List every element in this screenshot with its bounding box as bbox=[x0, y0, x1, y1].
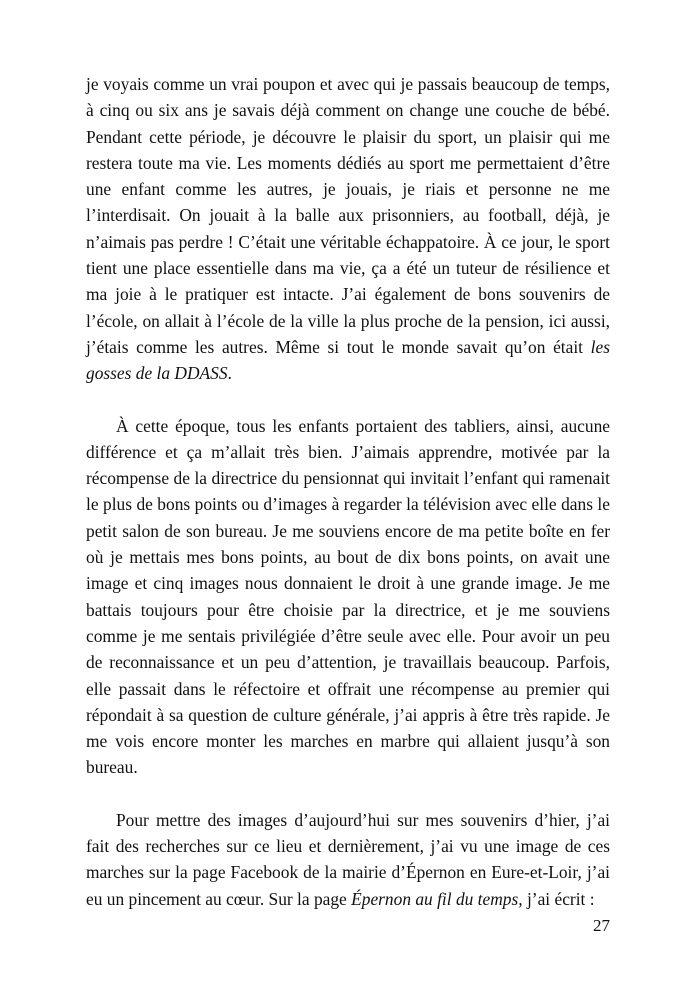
paragraph-1-text: je voyais comme un vrai poupon et avec qui je passais beaucoup de temps, à cinq ou six ans je savais déjà comment on change une couche de bébé. Pendant cette période, je découvre le plaisir du sport, un plaisir qui me restera toute ma vie. Les moments dédiés au sport me permettaient d’être une enfant comme les autres, je jouais, je riais et personne ne me l’interdisait. On jouait à la balle aux prisonniers, au football, déjà, je n’aimais pas perdre ! C’était une véritable échappatoire. À ce jour, le sport tient une place essentielle dans ma vie, ça a été un tuteur de résilience et ma joie à le pratiquer est intacte. J’ai également de bons souvenirs de l’école, on allait à l’école de la ville la plus proche de la pension, ici aussi, j’étais comme les autres. Même si tout le monde savait qu’on était bbox=[86, 74, 610, 357]
paragraph-1-italic-phrase: les gosses de la DDASS bbox=[86, 336, 610, 384]
paragraph-1 bbox=[86, 71, 610, 387]
paragraph-1-end: . bbox=[227, 363, 232, 384]
paragraph-2-text: À cette époque, tous les enfants portaient des tabliers, ainsi, aucune différence et ça m’allait très bien. J’aimais apprendre, motivée par la récompense de la directrice du pensionnat qui invitait l’enfant qui ramenait le plus de bons points ou d’images à regarder la télévision avec elle dans le petit salon de son bureau. Je me souviens encore de ma petite boîte en fer où je mettais mes bons points, au bout de dix bons points, on avait une image et cinq images nous donnaient le droit à une grande image. Je me battais toujours pour être choisie par la directrice, et je me souviens comme je me sentais privilégiée d’être seule avec elle. Pour avoir un peu de reconnaissance et un peu d’attention, je travaillais beaucoup. Parfois, elle passait dans le réfectoire et offrait une récompense au premier qui répondait à sa question de culture générale, j’ai appris à être très rapide. Je me vois encore monter les marches en marbre qui allaient jusqu’à son bureau. bbox=[86, 415, 610, 778]
paragraph-3-end: j’ai écrit : bbox=[522, 888, 595, 909]
page-number: 27 bbox=[593, 916, 610, 935]
paragraph-2 bbox=[86, 413, 610, 781]
paragraph-3-italic-phrase: Épernon au fil du temps, bbox=[351, 888, 523, 909]
book-page-body bbox=[86, 71, 610, 912]
paragraph-3 bbox=[86, 807, 610, 912]
paragraph-3-text: Pour mettre des images d’aujourd’hui sur mes souvenirs d’hier, j’ai fait des recherches sur ce lieu et dernièrement, j’ai vu une image de ces marches sur la page Facebook de la mairie d’Épernon en Eure-et-Loir, j’ai eu un pincement au cœur. Sur la page bbox=[86, 809, 610, 909]
